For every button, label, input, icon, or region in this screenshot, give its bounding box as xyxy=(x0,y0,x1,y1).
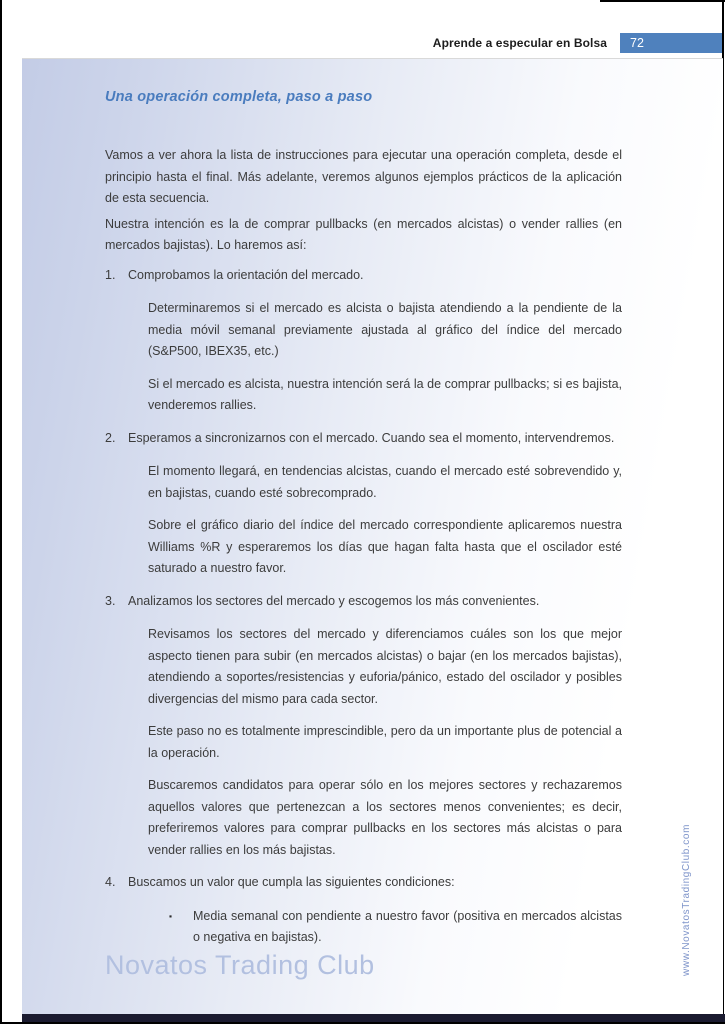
list-item-text: Comprobamos la orientación del mercado. xyxy=(128,267,364,282)
step-detail-paragraph: Si el mercado es alcista, nuestra intención será la de comprar pullbacks; si es bajista, venderemos rallies. xyxy=(148,376,622,412)
step-detail-paragraph: Sobre el gráfico diario del índice del mercado correspondiente aplicaremos nuestra Williams %R y esperaremos los días que hagan falta hasta que el oscilador esté saturado a nuestro favor. xyxy=(148,518,622,575)
section-title: Una operación completa, paso a paso xyxy=(105,89,373,105)
running-header-book-title: Aprende a especular en Bolsa xyxy=(432,36,607,50)
list-item-text: Buscamos un valor que cumpla las siguientes condiciones: xyxy=(128,875,455,889)
intro-paragraph: Vamos a ver ahora la lista de instrucciones para ejecutar una operación completa, desde el principio hasta el final. Más adelante, veremos algunos ejemplos prácticos de la aplicación de esta secuencia. xyxy=(105,148,622,205)
step-detail-paragraph: Buscaremos candidatos para operar sólo en los mejores sectores y rechazaremos aquellos valores que pertenezcan a los sectores menos convenientes; es decir, preferiremos valores para comprar pullbacks en los sectores más alcistas o para vender rallies en los más bajistas. xyxy=(148,778,622,857)
page-number: 72 xyxy=(630,36,644,50)
square-bullet-icon: ▪ xyxy=(169,910,173,921)
page-content xyxy=(22,58,723,1014)
page-number-badge xyxy=(620,33,722,53)
step-detail-paragraph: Revisamos los sectores del mercado y diferenciamos cuáles son los que mejor aspecto tienen para subir (en mercados alcistas) o bajar (en los mercados bajistas), atendiendo a soportes/resistencias y euforia/pánico, estado del oscilador y posibles divergencias del mismo para cada sector. xyxy=(148,627,622,706)
bullet-item-text: Media semanal con pendiente a nuestro favor (positiva en mercados alcistas o negativa en bajistas). xyxy=(193,908,622,944)
sidebar-vertical-url: www.NovatosTradingClub.com xyxy=(681,824,692,976)
intro-paragraph: Nuestra intención es la de comprar pullbacks (en mercados alcistas) o vender rallies (en mercados bajistas). Lo haremos así: xyxy=(105,216,622,252)
page-edge-top xyxy=(600,0,725,2)
list-item-step-1 xyxy=(105,265,622,287)
bullet-list-item xyxy=(169,906,622,949)
footer-bar xyxy=(22,1014,725,1022)
list-item-text: Analizamos los sectores del mercado y escogemos los más convenientes. xyxy=(128,593,540,608)
list-number: 3. xyxy=(105,593,116,608)
page-edge-left xyxy=(0,0,2,1024)
list-item-step-4 xyxy=(105,872,622,894)
list-item-text: Esperamos a sincronizarnos con el mercado. Cuando sea el momento, intervendremos. xyxy=(128,430,615,445)
list-number: 1. xyxy=(105,267,116,282)
list-number: 4. xyxy=(105,875,116,889)
step-detail-paragraph: Este paso no es totalmente imprescindible, pero da un importante plus de potencial a la operación. xyxy=(148,724,622,760)
watermark-brand: Novatos Trading Club xyxy=(105,950,375,980)
step-detail-paragraph: Determinaremos si el mercado es alcista o bajista atendiendo a la pendiente de la media móvil semanal previamente ajustada al gráfico del índice del mercado (S&P500, IBEX35, etc.) xyxy=(148,301,622,358)
list-item-step-2 xyxy=(105,428,622,450)
list-number: 2. xyxy=(105,430,116,445)
step-detail-paragraph: El momento llegará, en tendencias alcistas, cuando el mercado esté sobrevendido y, en bajistas, cuando esté sobrecomprado. xyxy=(148,464,622,500)
list-item-step-3 xyxy=(105,591,622,613)
